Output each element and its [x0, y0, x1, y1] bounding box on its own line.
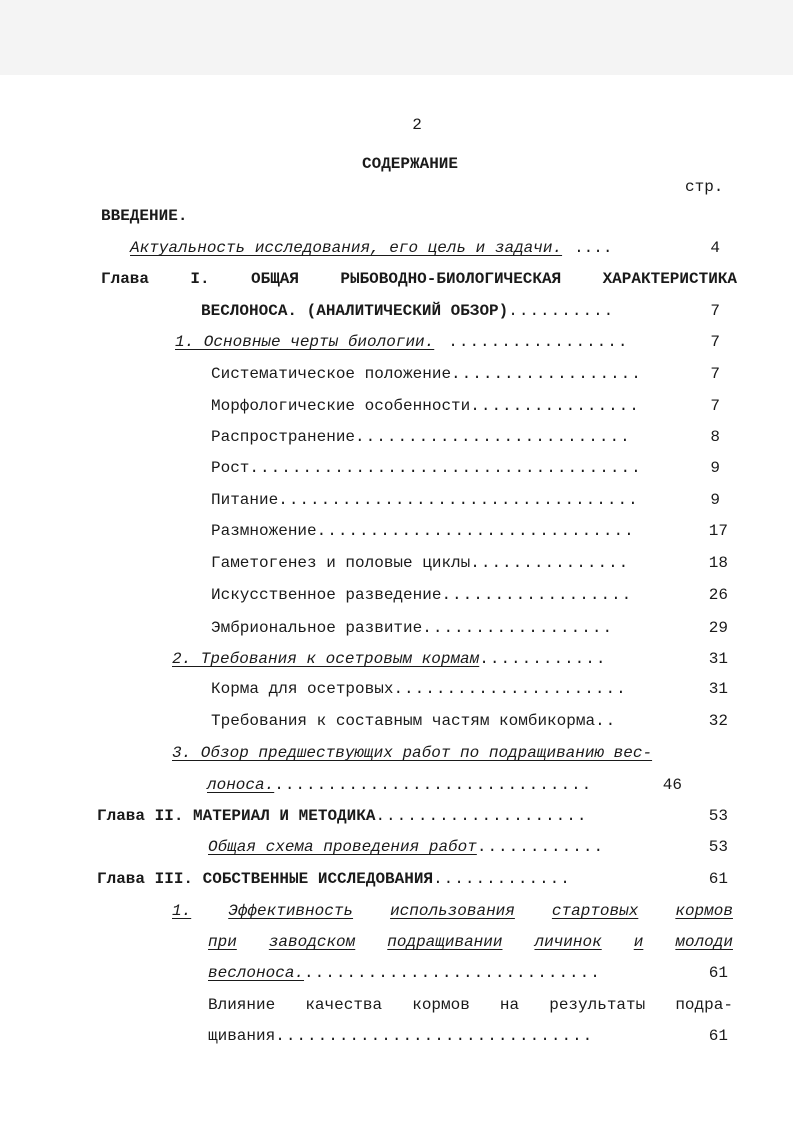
entry-page: 29 [708, 619, 728, 637]
leader-dots: ...................... [393, 680, 627, 698]
leader-dots: ............ [476, 838, 605, 856]
entry-text: Рост [211, 459, 250, 477]
entry-text: Эмбриональное развитие [211, 619, 423, 637]
entry-page: 7 [710, 302, 720, 320]
entry-page: 4 [710, 239, 720, 257]
toc-entry [208, 838, 604, 856]
toc-entry [211, 586, 632, 604]
entry-text: Систематическое положение [211, 365, 452, 383]
entry-page: 61 [708, 964, 728, 982]
entry-page: 61 [708, 1027, 728, 1045]
toc-entry [211, 712, 616, 730]
word: стартовых [551, 902, 639, 920]
chapter1-title-line2 [201, 302, 614, 320]
word: Эффективность [228, 902, 354, 920]
leader-dots: .. [595, 712, 617, 730]
entry-text: лоноса. [207, 776, 275, 794]
chapter3-title [97, 870, 571, 888]
word: I. [190, 270, 210, 288]
entry-text: Распространение [211, 428, 356, 446]
entry-text: Искусственное разведение [211, 586, 442, 604]
toc-entry-section-line2 [208, 933, 733, 951]
toc-entry [211, 491, 639, 509]
toc-entry-line2 [208, 1027, 593, 1045]
entry-text: Гаметогенез и половые циклы [211, 554, 471, 572]
entry-page: 9 [710, 459, 720, 477]
entry-page: 26 [708, 586, 728, 604]
entry-page: 53 [708, 807, 728, 825]
leader-dots: ............ [479, 650, 607, 668]
toc-entry-section-line2 [207, 776, 592, 794]
scan-border [0, 0, 793, 75]
toc-entry-section [175, 333, 628, 351]
leader-dots: ............. [433, 870, 571, 888]
toc-entry-line1 [208, 996, 733, 1014]
entry-page: 7 [710, 365, 720, 383]
entry-page: 18 [708, 554, 728, 572]
toc-title: СОДЕРЖАНИЕ [361, 155, 458, 173]
leader-dots: ................. [448, 333, 629, 351]
word: заводском [268, 933, 356, 951]
leader-dots: .............................. [316, 522, 635, 540]
entry-text: Глава II. МАТЕРИАЛ И МЕТОДИКА [97, 807, 376, 825]
entry-text: Общая схема проведения работ [208, 838, 477, 856]
word: ХАРАКТЕРИСТИКА [602, 270, 737, 288]
toc-entry-section-line1 [172, 902, 733, 920]
leader-dots: ............................ [304, 964, 601, 982]
entry-text: веслоноса. [208, 964, 305, 982]
entry-page: 46 [662, 776, 682, 794]
word: при [208, 933, 237, 951]
toc-entry-intro [130, 239, 612, 257]
word: 1. [172, 902, 192, 920]
entry-text: Размножение [211, 522, 317, 540]
toc-entry [211, 459, 642, 477]
entry-text: Корма для осетровых [211, 680, 394, 698]
toc-entry [211, 680, 627, 698]
word: Влияние [208, 996, 276, 1014]
entry-text: Требования к составным частям комбикорма [211, 712, 596, 730]
leader-dots: .................. [441, 586, 633, 604]
entry-page: 31 [708, 680, 728, 698]
leader-dots: .................... [375, 807, 588, 825]
word: Глава [101, 270, 150, 288]
word: на [499, 996, 520, 1014]
word: качества [305, 996, 383, 1014]
toc-entry-section-line1: 3. Обзор предшествующих работ по подращиванию вес- [172, 744, 653, 762]
word: подра- [675, 996, 733, 1014]
entry-text: щивания [208, 1027, 276, 1045]
entry-page: 61 [708, 870, 728, 888]
leader-dots: ..................................... [249, 459, 642, 477]
entry-text: Глава III. СОБСТВЕННЫЕ ИССЛЕДОВАНИЯ [97, 870, 434, 888]
leader-dots: .......... [508, 302, 615, 320]
leader-dots: .................. [451, 365, 642, 383]
page-column-label: стр. [685, 178, 724, 196]
entry-page: 31 [708, 650, 728, 668]
entry-page: 7 [710, 333, 720, 351]
word: личинок [534, 933, 602, 951]
toc-entry-section [172, 650, 606, 668]
word: и [633, 933, 644, 951]
toc-entry [211, 365, 642, 383]
entry-page: 32 [708, 712, 728, 730]
entry-page: 53 [708, 838, 728, 856]
word: кормов [675, 902, 733, 920]
entry-text: Актуальность исследования, его цель и задачи. [130, 239, 563, 257]
word: результаты [549, 996, 646, 1014]
leader-dots: ............... [470, 554, 630, 572]
leader-dots: .............................. [275, 1027, 594, 1045]
chapter2-title [97, 807, 587, 825]
entry-text: 2. Требования к осетровым кормам [172, 650, 480, 668]
toc-entry [211, 522, 635, 540]
entry-page: 7 [710, 397, 720, 415]
entry-text: Морфологические особенности [211, 397, 471, 415]
word: кормов [412, 996, 470, 1014]
entry-page: 17 [708, 522, 728, 540]
toc-entry-section-line3 [208, 964, 601, 982]
word: РЫБОВОДНО-БИОЛОГИЧЕСКАЯ [340, 270, 562, 288]
entry-text: Питание [211, 491, 279, 509]
page-number: 2 [412, 116, 422, 134]
intro-heading: ВВЕДЕНИЕ. [101, 207, 188, 225]
word: ОБЩАЯ [250, 270, 299, 288]
word: подращивании [387, 933, 503, 951]
word: использования [390, 902, 515, 920]
leader-dots: ................ [470, 397, 640, 415]
leader-dots: .................................. [278, 491, 639, 509]
entry-text: ВЕСЛОНОСА. (АНАЛИТИЧЕСКИЙ ОБЗОР) [201, 302, 509, 320]
chapter1-title-line1 [101, 270, 737, 288]
toc-entry [211, 397, 640, 415]
entry-page: 8 [710, 428, 720, 446]
toc-entry [211, 554, 629, 572]
entry-page: 9 [710, 491, 720, 509]
leader-dots: .................. [422, 619, 614, 637]
word: молоди [675, 933, 733, 951]
toc-entry [211, 428, 631, 446]
toc-entry [211, 619, 613, 637]
leader-dots: .... [574, 239, 613, 257]
leader-dots: .......................... [355, 428, 631, 446]
entry-text: 1. Основные черты биологии. [175, 333, 435, 351]
leader-dots: .............................. [274, 776, 593, 794]
